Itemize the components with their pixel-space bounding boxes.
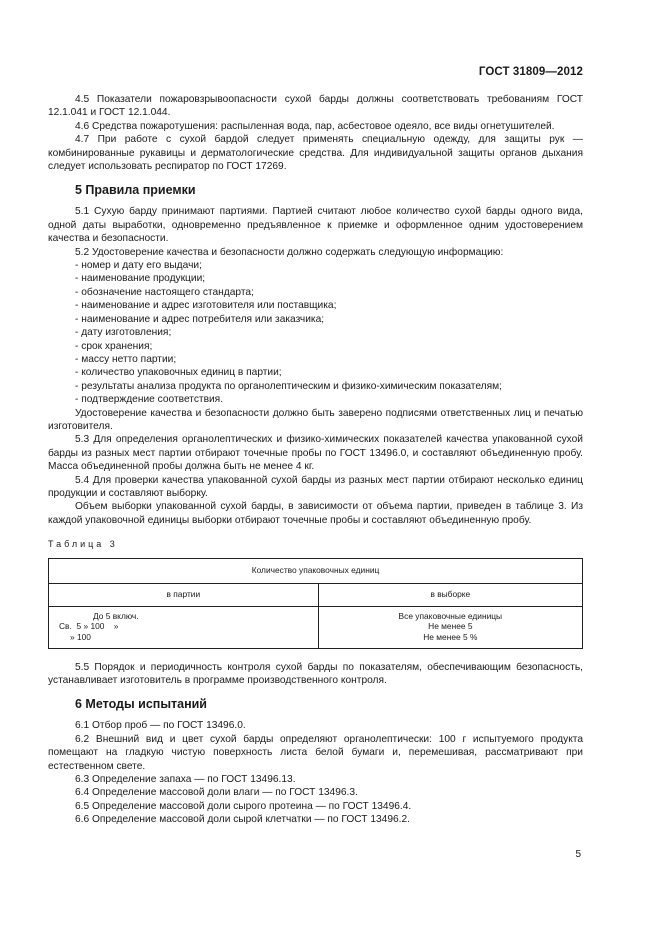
paragraph-6-2: 6.2 Внешний вид и цвет сухой барды определяют органолептически: 100 г испытуемого продукта помещают на гладкую чистую поверхность листа белой бумаги и, перемешивая, рассматривают при естественном свете. <box>48 733 583 772</box>
list-item: - результаты анализа продукта по органолептическим и физико-химическим показателям; <box>75 380 502 392</box>
table-row <box>49 606 583 648</box>
table-cell-line: Св. 5 » 100 » <box>59 621 119 632</box>
table-cell-line: Все упаковочные единицы <box>398 610 503 621</box>
paragraph-6-1: 6.1 Отбор проб — по ГОСТ 13496.0. <box>75 720 246 732</box>
paragraph-6-4: 6.4 Определение массовой доли влаги — по ГОСТ 13496.3. <box>75 787 358 799</box>
paragraph-5-4-sample-size: Объем выборки упакованной сухой барды, в зависимости от объема партии, приведен в таблице 3. Из каждой упаковочной единицы выборки отбирают точечные пробы и составляют объединенную пробу. <box>48 501 583 526</box>
table-header-sample: в выборке <box>318 583 582 606</box>
table-cell-line: Не менее 5 <box>428 621 473 632</box>
paragraph-4-6: 4.6 Средства пожаротушения: распыленная вода, пар, асбестовое одеяло, все виды огнетушителей. <box>75 120 555 132</box>
paragraph-4-5: 4.5 Показатели пожаровзрывоопасности сухой барды должны соответствовать требованиям ГОСТ 12.1.041 и ГОСТ 12.1.044. <box>48 94 583 119</box>
list-item: - наименование и адрес потребителя или заказчика; <box>75 313 325 325</box>
list-item: - наименование продукции; <box>75 273 206 285</box>
paragraph-5-1: 5.1 Сухую барду принимают партиями. Партией считают любое количество сухой барды одного вида, одной даты выработки, одновременно предъявленное к приемке и оформленное одним удостоверением качества и безопасности. <box>48 206 583 245</box>
paragraph-5-5: 5.5 Порядок и периодичность контроля сухой барды по показателям, обеспечивающим безопасность, устанавливает изготовитель в программе производственного контроля. <box>48 661 583 686</box>
paragraph-6-5: 6.5 Определение массовой доли сырого протеина — по ГОСТ 13496.4. <box>75 800 412 812</box>
sampling-table <box>48 558 583 649</box>
paragraph-6-3: 6.3 Определение запаха — по ГОСТ 13496.13. <box>75 774 296 786</box>
list-item: - количество упаковочных единиц в партии; <box>75 367 282 379</box>
table-cell-line: До 5 включ. <box>93 610 139 621</box>
list-item: - номер и дату его выдачи; <box>75 260 202 272</box>
page-number: 5 <box>575 849 581 860</box>
table-cell-line: » 100 <box>70 631 91 642</box>
table-header-lot: в партии <box>49 583 319 606</box>
certificate-info-list <box>48 259 583 406</box>
page-content <box>48 93 583 827</box>
table-cell-lot <box>49 606 319 648</box>
section-5-title: 5 Правила приемки <box>75 183 196 198</box>
table-cell-sample <box>318 606 582 648</box>
list-item: - массу нетто партии; <box>75 353 177 365</box>
list-item: - срок хранения; <box>75 340 153 352</box>
table-cell-line: Не менее 5 % <box>423 631 478 642</box>
paragraph-5-3: 5.3 Для определения органолептических и физико-химических показателей качества упакованной сухой барды из разных мест партии отбирают точечные пробы по ГОСТ 13496.0, и составляют объединенную пробу. Масса объединенной пробы должна быть не менее 4 кг. <box>48 434 583 473</box>
list-item: - подтверждение соответствия. <box>75 394 224 406</box>
list-item: - обозначение настоящего стандарта; <box>75 286 254 298</box>
list-item: - наименование и адрес изготовителя или поставщика; <box>75 300 337 312</box>
table-caption: Таблица 3 <box>48 539 118 550</box>
paragraph-4-7: 4.7 При работе с сухой бардой следует применять специальную одежду, для защиты рук — комбинированные рукавицы и дерматологические средства. Для индивидуальной защиты органов дыхания следует использовать респиратор по ГОСТ 17269. <box>48 134 583 173</box>
document-header-id: ГОСТ 31809—2012 <box>478 66 583 78</box>
paragraph-6-6: 6.6 Определение массовой доли сырой клетчатки — по ГОСТ 13496.2. <box>75 814 411 826</box>
paragraph-5-2: 5.2 Удостоверение качества и безопасности должно содержать следующую информацию: <box>75 246 504 258</box>
paragraph-5-2-signature: Удостоверение качества и безопасности должно быть заверено подписями ответственных лиц и печатью изготовителя. <box>48 407 583 432</box>
paragraph-5-4: 5.4 Для проверки качества упакованной сухой барды из разных мест партии отбирают несколько единиц продукции и составляют выборку. <box>48 474 583 499</box>
list-item: - дату изготовления; <box>75 327 172 339</box>
section-6-title: 6 Методы испытаний <box>75 697 207 712</box>
table-header-main: Количество упаковочных единиц <box>49 558 583 583</box>
